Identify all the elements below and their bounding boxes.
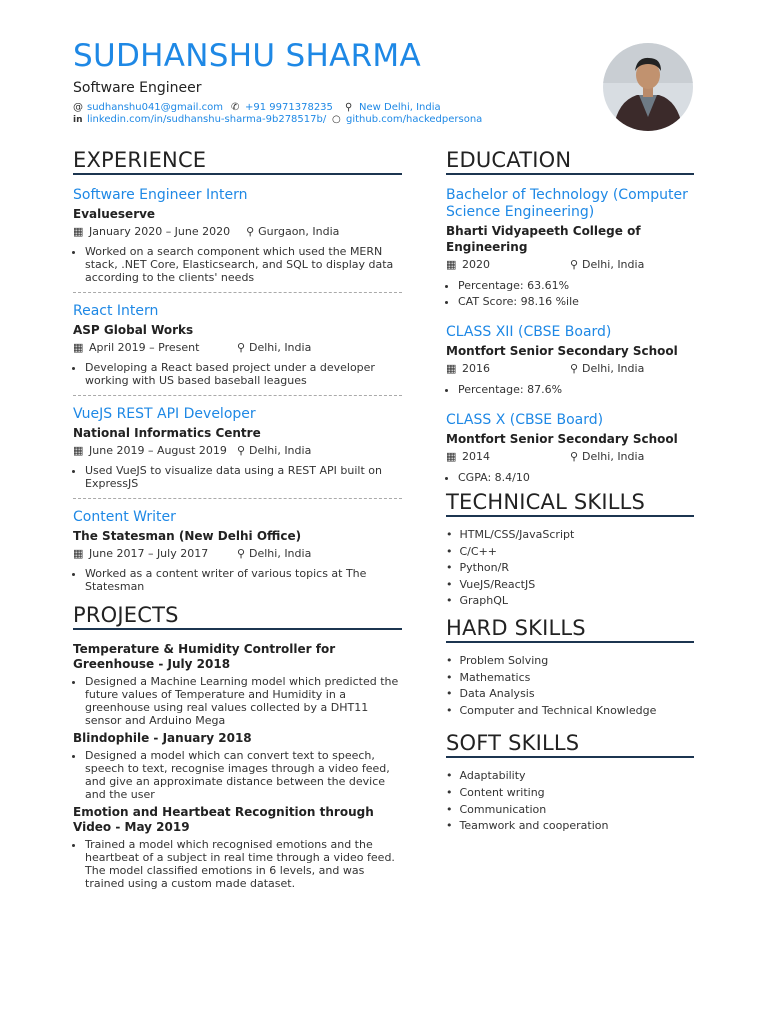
experience-meta (73, 547, 402, 561)
github-link[interactable]: github.com/hackedpersona (346, 114, 483, 125)
experience-bullet: • Developing a React based project under a developer working with US based baseball leagues (85, 361, 402, 387)
experience-date: June 2017 – July 2017 (89, 547, 209, 560)
experience-location: Delhi, India (249, 547, 312, 560)
experience-org: ASP Global Works (73, 323, 194, 337)
experience-item (73, 406, 402, 490)
skill-item: • VueJS/ReactJS (446, 577, 694, 594)
avatar (603, 43, 693, 131)
job-title: Software Engineer (73, 80, 202, 96)
skill-item: • Content writing (446, 785, 694, 802)
map-pin-icon: ⚲ (237, 547, 246, 560)
experience-date: January 2020 – June 2020 (89, 225, 231, 238)
experience-meta (73, 444, 402, 458)
left-column (73, 148, 402, 893)
education-bullet: • CGPA: 8.4/10 (458, 471, 694, 484)
calendar-icon: ▦ (446, 258, 457, 271)
candidate-name: SUDHANSHU SHARMA (73, 38, 421, 74)
map-pin-icon: ⚲ (237, 444, 246, 457)
soft-skills-list (446, 768, 694, 834)
skill-item: • Computer and Technical Knowledge (446, 703, 694, 720)
experience-date: June 2019 – August 2019 (89, 444, 227, 457)
skill-item: • Problem Solving (446, 653, 694, 670)
email-contact[interactable] (73, 102, 223, 113)
education-bullet: • Percentage: 87.6% (458, 383, 694, 396)
technical-skills-heading: TECHNICAL SKILLS (446, 490, 694, 517)
hard-skills-list (446, 653, 694, 719)
experience-org: Evalueserve (73, 207, 156, 221)
education-location: Delhi, India (582, 258, 645, 271)
at-icon: @ (73, 102, 83, 113)
skill-item: • HTML/CSS/JavaScript (446, 527, 694, 544)
project-item (73, 805, 402, 890)
github-icon: ○ (332, 114, 341, 125)
education-bullet: • CAT Score: 98.16 %ile (458, 295, 694, 308)
profile-photo (603, 43, 693, 131)
project-item (73, 731, 402, 801)
map-pin-icon: ⚲ (570, 258, 579, 271)
education-degree: CLASS XII (CBSE Board) (446, 324, 612, 340)
right-column (446, 148, 694, 835)
linkedin-link[interactable]: linkedin.com/in/sudhanshu-sharma-9b278517b/ (87, 114, 327, 125)
skill-item: • Python/R (446, 560, 694, 577)
phone-icon: ✆ (231, 102, 240, 113)
experience-item (73, 303, 402, 387)
map-pin-icon: ⚲ (570, 450, 579, 463)
education-meta (446, 362, 694, 376)
skill-item: • GraphQL (446, 593, 694, 610)
education-degree: Bachelor of Technology (Computer Science Engineering) (446, 187, 688, 220)
skill-item: • Adaptability (446, 768, 694, 785)
calendar-icon: ▦ (73, 547, 84, 560)
education-school: Montfort Senior Secondary School (446, 432, 678, 446)
education-degree: CLASS X (CBSE Board) (446, 412, 604, 428)
education-bullet: • Percentage: 63.61% (458, 279, 694, 292)
education-location: Delhi, India (582, 450, 645, 463)
experience-item (73, 187, 402, 284)
education-heading: EDUCATION (446, 148, 694, 175)
experience-location: Delhi, India (249, 444, 312, 457)
calendar-icon: ▦ (73, 341, 84, 354)
experience-role: Content Writer (73, 509, 176, 525)
experience-bullet: • Worked on a search component which used the MERN stack, .NET Core, Elasticsearch, and SQL to display data according to the clients' needs (85, 245, 402, 284)
education-year: 2014 (462, 450, 490, 463)
education-year: 2020 (462, 258, 490, 271)
divider (73, 395, 402, 396)
linkedin-contact[interactable] (73, 114, 326, 125)
hard-skills-heading: HARD SKILLS (446, 616, 694, 643)
location-text: New Delhi, India (359, 102, 441, 113)
experience-role: React Intern (73, 303, 159, 319)
education-item (446, 187, 694, 308)
experience-role: VueJS REST API Developer (73, 406, 256, 422)
soft-skills-heading: SOFT SKILLS (446, 731, 694, 758)
calendar-icon: ▦ (446, 450, 457, 463)
experience-location: Gurgaon, India (258, 225, 340, 238)
education-meta (446, 258, 694, 272)
linkedin-icon: in (73, 114, 83, 125)
map-pin-icon: ⚲ (246, 225, 255, 238)
divider (73, 292, 402, 293)
experience-date: April 2019 – Present (89, 341, 200, 354)
project-title: Emotion and Heartbeat Recognition through Video - May 2019 (73, 805, 374, 834)
project-item (73, 642, 402, 727)
experience-role: Software Engineer Intern (73, 187, 248, 203)
calendar-icon: ▦ (446, 362, 457, 375)
education-location: Delhi, India (582, 362, 645, 375)
map-pin-icon: ⚲ (345, 102, 353, 113)
experience-item (73, 509, 402, 593)
project-bullet: • Designed a Machine Learning model which predicted the future values of Temperature and Humidity in a greenhouse using real values collected by a DHT11 sensor and Arduino Mega (85, 675, 402, 727)
projects-heading: PROJECTS (73, 603, 402, 630)
experience-meta (73, 341, 402, 355)
skill-item: • C/C++ (446, 544, 694, 561)
project-title: Temperature & Humidity Controller for Greenhouse - July 2018 (73, 642, 336, 671)
experience-bullet: • Used VueJS to visualize data using a REST API built on ExpressJS (85, 464, 402, 490)
experience-org: The Statesman (New Delhi Office) (73, 529, 302, 543)
experience-meta (73, 225, 402, 239)
divider (73, 498, 402, 499)
experience-bullet: • Worked as a content writer of various topics at The Statesman (85, 567, 402, 593)
map-pin-icon: ⚲ (570, 362, 579, 375)
project-bullet: • Trained a model which recognised emotions and the heartbeat of a subject in real time through a video feed. The model classified emotions in 6 levels, and was trained using a custom made dataset. (85, 838, 402, 890)
education-item (446, 324, 694, 396)
map-pin-icon: ⚲ (237, 341, 246, 354)
education-school: Montfort Senior Secondary School (446, 344, 678, 358)
calendar-icon: ▦ (73, 225, 84, 238)
skill-item: • Data Analysis (446, 686, 694, 703)
technical-skills-list (446, 527, 694, 610)
experience-location: Delhi, India (249, 341, 312, 354)
education-meta (446, 450, 694, 464)
project-title: Blindophile - January 2018 (73, 731, 252, 745)
phone-link[interactable]: +91 9971378235 (245, 102, 333, 113)
project-bullet: • Designed a model which can convert text to speech, speech to text, recognise images through a video feed, and give an approximate distance between the device and the user (85, 749, 402, 801)
phone-contact[interactable] (231, 102, 333, 113)
experience-heading: EXPERIENCE (73, 148, 402, 175)
experience-org: National Informatics Centre (73, 426, 261, 440)
education-school: Bharti Vidyapeeth College of Engineering (446, 224, 641, 254)
education-year: 2016 (462, 362, 490, 375)
calendar-icon: ▦ (73, 444, 84, 457)
education-item (446, 412, 694, 484)
github-contact[interactable] (332, 114, 482, 125)
skill-item: • Mathematics (446, 670, 694, 687)
email-link[interactable]: sudhanshu041@gmail.com (87, 102, 223, 113)
skill-item: • Communication (446, 802, 694, 819)
location-contact (345, 102, 441, 113)
skill-item: • Teamwork and cooperation (446, 818, 694, 835)
